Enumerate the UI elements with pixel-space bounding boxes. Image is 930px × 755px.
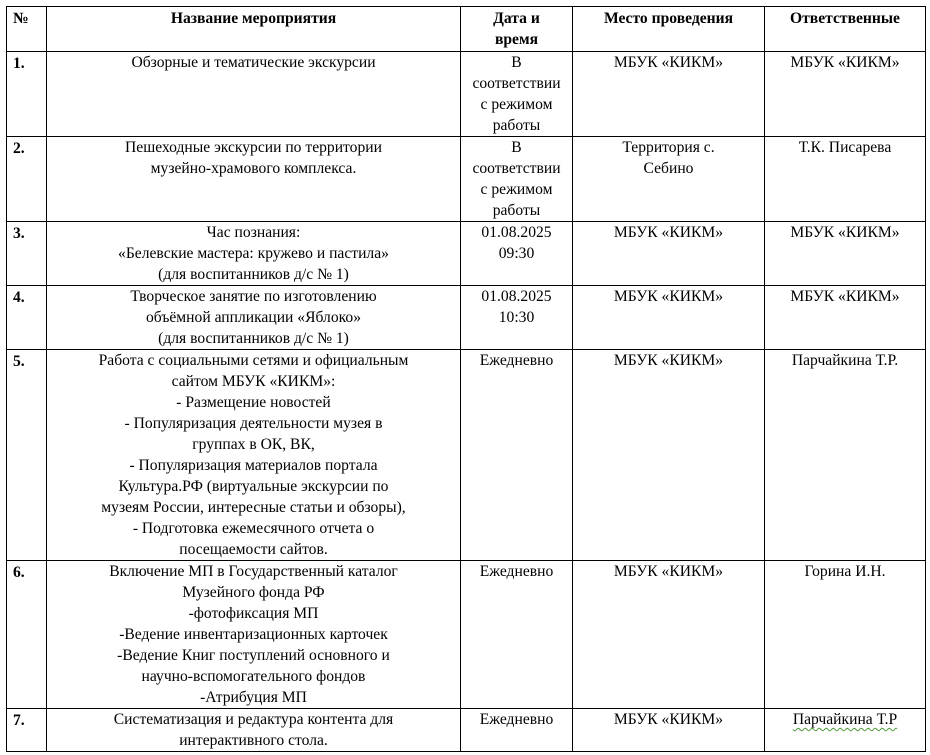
table-row xyxy=(7,561,926,709)
event-place-line: МБУК «КИКМ» xyxy=(613,54,724,71)
event-date-line: В xyxy=(511,139,522,156)
event-date-line: с режимом xyxy=(480,96,553,113)
event-place-line: МБУК «КИКМ» xyxy=(613,224,724,241)
event-date-line: соответствии xyxy=(472,160,561,177)
event-date-line: Ежедневно xyxy=(479,711,554,728)
event-date-line: работы xyxy=(492,117,541,134)
event-name-line: посещаемости сайтов. xyxy=(179,541,328,558)
row-number: 4. xyxy=(7,286,47,350)
event-name-line: интерактивного стола. xyxy=(179,732,328,749)
event-name xyxy=(47,52,461,137)
event-responsible xyxy=(765,561,926,709)
event-name-line: Культура.РФ (виртуальные экскурсии по xyxy=(118,478,389,495)
header-date xyxy=(461,7,573,52)
event-date-line: с режимом xyxy=(480,181,553,198)
event-date-line: 01.08.2025 xyxy=(481,288,552,305)
event-date-line: В xyxy=(511,54,522,71)
event-name-line: сайтом МБУК «КИКМ»: xyxy=(171,373,336,390)
event-responsible-text: МБУК «КИКМ» xyxy=(790,224,900,241)
table-row xyxy=(7,137,926,222)
event-name-line: -Ведение Книг поступлений основного и xyxy=(117,647,390,664)
event-place xyxy=(573,561,765,709)
event-name-line: -Атрибуция МП xyxy=(200,689,307,706)
header-responsible: Ответственные xyxy=(765,7,926,52)
event-name xyxy=(47,709,461,752)
event-date-line: Ежедневно xyxy=(479,352,554,369)
table-row xyxy=(7,350,926,561)
event-place xyxy=(573,350,765,561)
event-name-line: Обзорные и тематические экскурсии xyxy=(131,54,376,71)
event-place-line: МБУК «КИКМ» xyxy=(613,352,724,369)
event-name-line: (для воспитанников д/с № 1) xyxy=(158,330,349,347)
event-responsible xyxy=(765,137,926,222)
event-date xyxy=(461,137,573,222)
event-name-line: -Ведение инвентаризационных карточек xyxy=(119,626,388,643)
table-row xyxy=(7,286,926,350)
header-num: № xyxy=(7,7,47,52)
event-date-line: 10:30 xyxy=(498,309,535,326)
event-name-line: - Популяризация материалов портала xyxy=(129,457,378,474)
header-date-line: Дата и xyxy=(493,10,540,27)
table-row xyxy=(7,709,926,752)
event-name xyxy=(47,137,461,222)
event-name-line: - Подготовка ежемесячного отчета о xyxy=(132,520,375,537)
event-responsible xyxy=(765,52,926,137)
event-name-line: Систематизация и редактура контента для xyxy=(113,711,394,728)
event-place-line: Территория с. xyxy=(622,139,715,156)
event-name xyxy=(47,286,461,350)
event-name xyxy=(47,350,461,561)
event-name-line: Работа с социальными сетями и официальным xyxy=(98,352,409,369)
event-name-line: Творческое занятие по изготовлению xyxy=(130,288,377,305)
header-name: Название мероприятия xyxy=(47,7,461,52)
event-date-line: 09:30 xyxy=(498,245,535,262)
header-date-line: время xyxy=(494,31,539,48)
event-place xyxy=(573,222,765,286)
event-date-line: соответствии xyxy=(472,75,561,92)
event-name-line: «Белевские мастера: кружево и пастила» xyxy=(118,245,389,262)
event-responsible-text: МБУК «КИКМ» xyxy=(790,54,900,71)
event-name-line: - Популяризация деятельности музея в xyxy=(124,415,383,432)
event-place xyxy=(573,137,765,222)
event-name xyxy=(47,561,461,709)
event-date xyxy=(461,350,573,561)
table-row xyxy=(7,52,926,137)
event-responsible xyxy=(765,286,926,350)
event-name-line: (для воспитанников д/с № 1) xyxy=(158,266,349,283)
event-responsible xyxy=(765,709,926,752)
row-number: 1. xyxy=(7,52,47,137)
event-date xyxy=(461,52,573,137)
event-responsible-text: МБУК «КИКМ» xyxy=(790,288,900,305)
event-date-line: работы xyxy=(492,202,541,219)
event-name xyxy=(47,222,461,286)
event-responsible-text: Т.К. Писарева xyxy=(798,139,892,156)
event-place xyxy=(573,709,765,752)
event-name-line: объёмной аппликации «Яблоко» xyxy=(145,309,361,326)
event-name-line: Музейного фонда РФ xyxy=(182,584,325,601)
event-name-line: - Размещение новостей xyxy=(176,394,331,411)
header-place: Место проведения xyxy=(573,7,765,52)
event-place-line: МБУК «КИКМ» xyxy=(613,563,724,580)
event-responsible-text: Парчайкина Т.Р xyxy=(792,711,898,728)
event-name-line: музейно-храмового комплекса. xyxy=(150,160,357,177)
events-table xyxy=(6,6,926,752)
event-name-line: Включение МП в Государственный каталог xyxy=(109,563,398,580)
event-date-line: Ежедневно xyxy=(479,563,554,580)
event-place-line: МБУК «КИКМ» xyxy=(613,711,724,728)
event-place xyxy=(573,52,765,137)
row-number: 2. xyxy=(7,137,47,222)
row-number: 7. xyxy=(7,709,47,752)
event-date xyxy=(461,709,573,752)
event-date-line: 01.08.2025 xyxy=(481,224,552,241)
row-number: 5. xyxy=(7,350,47,561)
event-place xyxy=(573,286,765,350)
event-date xyxy=(461,222,573,286)
event-date xyxy=(461,286,573,350)
row-number: 3. xyxy=(7,222,47,286)
table-row xyxy=(7,222,926,286)
event-responsible xyxy=(765,350,926,561)
event-place-line: МБУК «КИКМ» xyxy=(613,288,724,305)
event-responsible-text: Парчайкина Т.Р. xyxy=(791,352,899,369)
event-name-line: музеям России, интересные статьи и обзоры), xyxy=(101,499,406,516)
header-row xyxy=(7,7,926,52)
event-place-line: Себино xyxy=(643,160,694,177)
event-responsible-text: Горина И.Н. xyxy=(804,563,886,580)
event-name-line: Час познания: xyxy=(206,224,301,241)
event-date xyxy=(461,561,573,709)
row-number: 6. xyxy=(7,561,47,709)
event-name-line: научно-вспомогательного фондов xyxy=(141,668,366,685)
event-name-line: группах в ОК, ВК, xyxy=(192,436,315,453)
event-responsible xyxy=(765,222,926,286)
event-name-line: Пешеходные экскурсии по территории xyxy=(125,139,382,156)
event-name-line: -фотофиксация МП xyxy=(188,605,319,622)
